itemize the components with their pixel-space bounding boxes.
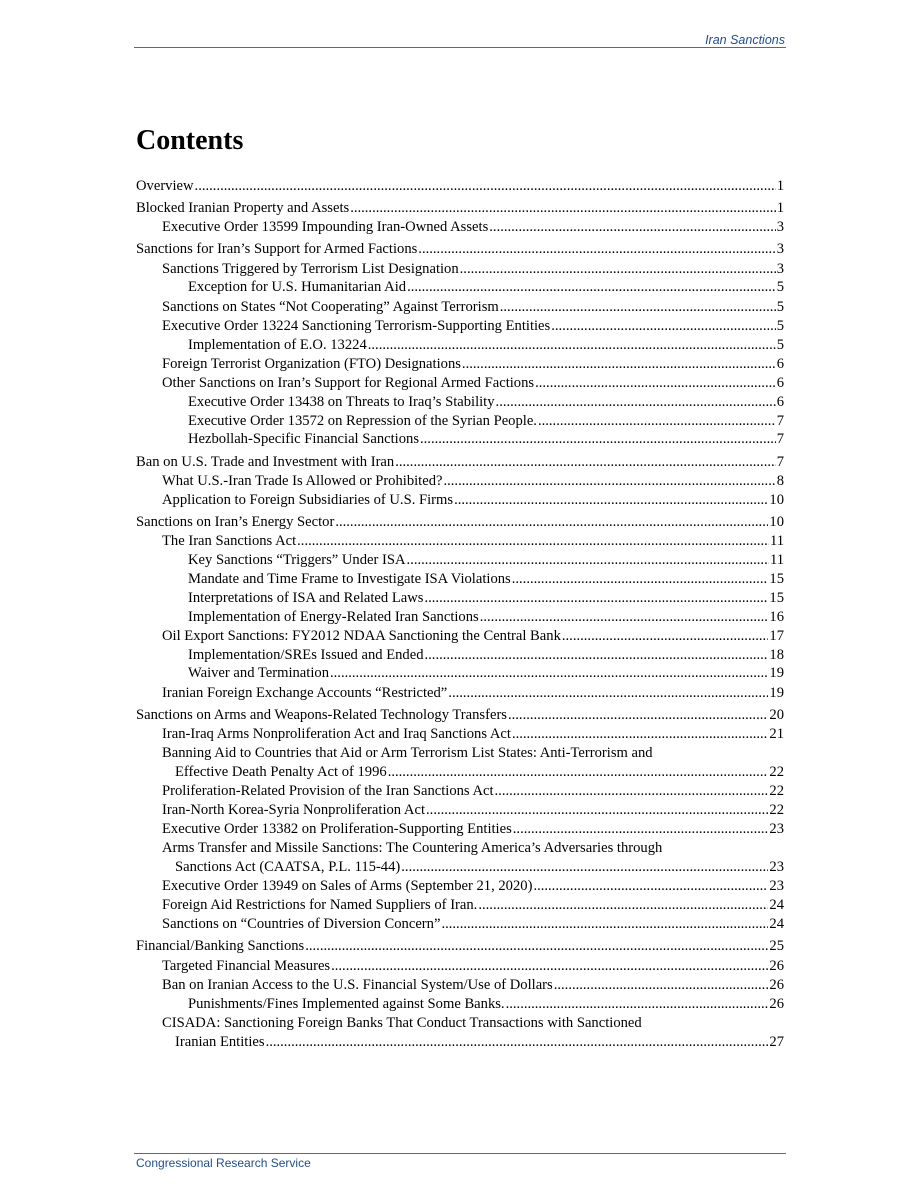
dot-leader bbox=[512, 570, 769, 589]
toc-entry[interactable] bbox=[136, 782, 784, 801]
toc-entry-page-number: 21 bbox=[769, 725, 784, 742]
toc-entry[interactable] bbox=[136, 532, 784, 551]
toc-entry[interactable] bbox=[136, 177, 784, 196]
toc-entry-title: What U.S.-Iran Trade Is Allowed or Prohibited? bbox=[162, 472, 443, 489]
toc-entry[interactable] bbox=[136, 374, 784, 393]
toc-entry-page-number: 1 bbox=[776, 178, 784, 195]
toc-entry-page-number: 15 bbox=[769, 589, 784, 606]
toc-entry-title: Sanctions on Arms and Weapons-Related Technology Transfers bbox=[136, 706, 507, 723]
dot-leader bbox=[512, 725, 768, 744]
toc-entry-title: Mandate and Time Frame to Investigate ISA Violations bbox=[188, 570, 511, 587]
toc-entry[interactable] bbox=[136, 472, 784, 491]
toc-entry-title: Waiver and Termination bbox=[188, 665, 329, 682]
toc-entry[interactable] bbox=[136, 646, 784, 665]
dot-leader bbox=[448, 684, 768, 703]
toc-entry-page-number: 7 bbox=[776, 431, 784, 448]
dot-leader bbox=[407, 551, 769, 570]
toc-entry-title: Iranian Foreign Exchange Accounts “Restricted” bbox=[162, 684, 448, 701]
dot-leader bbox=[305, 937, 768, 956]
toc-entry-page-number: 7 bbox=[776, 412, 784, 429]
toc-entry-title: Implementation/SREs Issued and Ended bbox=[188, 646, 424, 663]
toc-entry[interactable] bbox=[136, 820, 784, 839]
toc-entry-title: Implementation of E.O. 13224 bbox=[188, 336, 367, 353]
toc-entry-title-line: Arms Transfer and Missile Sanctions: The Countering America’s Adversaries through bbox=[162, 840, 663, 857]
header-rule bbox=[134, 47, 786, 48]
toc-entry-title-line: Banning Aid to Countries that Aid or Arm Terrorism List States: Anti-Terrorism and bbox=[162, 744, 653, 761]
toc-entry[interactable] bbox=[136, 355, 784, 374]
dot-leader bbox=[407, 278, 776, 297]
toc-entry-page-number: 3 bbox=[776, 241, 784, 258]
toc-entry-title: Proliferation-Related Provision of the Iran Sanctions Act bbox=[162, 782, 494, 799]
toc-entry-page-number: 22 bbox=[769, 782, 784, 799]
toc-entry-page-number: 27 bbox=[769, 1033, 784, 1050]
toc-entry-page-number: 6 bbox=[776, 355, 784, 372]
dot-leader bbox=[500, 298, 776, 317]
toc-entry-title: Foreign Terrorist Organization (FTO) Designations bbox=[162, 355, 461, 372]
toc-entry[interactable] bbox=[136, 278, 784, 297]
dot-leader bbox=[297, 532, 769, 551]
dot-leader bbox=[489, 218, 775, 237]
toc-entry-title: Sanctions on States “Not Cooperating” Against Terrorism bbox=[162, 298, 499, 315]
toc-entry[interactable] bbox=[136, 608, 784, 627]
toc-entry-page-number: 18 bbox=[769, 646, 784, 663]
toc-entry-title: Sanctions on “Countries of Diversion Concern” bbox=[162, 916, 441, 933]
toc-entry[interactable] bbox=[136, 199, 784, 218]
toc-entry-title: Executive Order 13382 on Proliferation-Supporting Entities bbox=[162, 821, 512, 838]
toc-entry[interactable] bbox=[136, 260, 784, 279]
toc-entry[interactable] bbox=[136, 551, 784, 570]
toc-entry-page-number: 24 bbox=[769, 916, 784, 933]
toc-entry-page-number: 25 bbox=[769, 938, 784, 955]
dot-leader bbox=[551, 317, 775, 336]
toc-entry-page-number: 19 bbox=[769, 665, 784, 682]
toc-entry-page-number: 26 bbox=[769, 976, 784, 993]
toc-entry-title: Other Sanctions on Iran’s Support for Regional Armed Factions bbox=[162, 374, 535, 391]
page-title: Contents bbox=[136, 125, 244, 156]
toc-entry[interactable] bbox=[136, 915, 784, 934]
toc-entry-title: Iranian Entities bbox=[175, 1033, 265, 1050]
toc-entry-page-number: 11 bbox=[769, 532, 784, 549]
toc-entry-title: Exception for U.S. Humanitarian Aid bbox=[188, 279, 407, 296]
toc-entry-title: Iran-North Korea-Syria Nonproliferation Act bbox=[162, 801, 426, 818]
toc-entry[interactable] bbox=[136, 589, 784, 608]
dot-leader bbox=[495, 782, 769, 801]
dot-leader bbox=[425, 646, 769, 665]
dot-leader bbox=[508, 706, 768, 725]
toc-entry[interactable] bbox=[136, 218, 784, 237]
toc-entry[interactable] bbox=[136, 725, 784, 744]
toc-entry-title: Oil Export Sanctions: FY2012 NDAA Sanctioning the Central Bank bbox=[162, 627, 561, 644]
dot-leader bbox=[330, 664, 768, 683]
toc-entry-page-number: 5 bbox=[776, 279, 784, 296]
toc-entry[interactable] bbox=[136, 801, 784, 820]
dot-leader bbox=[368, 336, 776, 355]
dot-leader bbox=[562, 627, 769, 646]
toc-entry[interactable] bbox=[136, 937, 784, 956]
toc-entry[interactable] bbox=[136, 240, 784, 259]
toc-entry-title: Effective Death Penalty Act of 1996 bbox=[175, 763, 387, 780]
toc-entry-page-number: 23 bbox=[769, 878, 784, 895]
toc-entry[interactable] bbox=[136, 491, 784, 510]
toc-entry-title: Sanctions Act (CAATSA, P.L. 115-44) bbox=[175, 859, 401, 876]
toc-entry[interactable] bbox=[136, 627, 784, 646]
toc-entry-title: Ban on Iranian Access to the U.S. Financial System/Use of Dollars bbox=[162, 976, 553, 993]
dot-leader bbox=[478, 896, 768, 915]
toc-entry-page-number: 3 bbox=[776, 260, 784, 277]
toc-entry-page-number: 3 bbox=[776, 219, 784, 236]
footer-rule bbox=[134, 1153, 786, 1154]
toc-entry[interactable] bbox=[136, 957, 784, 976]
toc-entry-page-number: 24 bbox=[769, 897, 784, 914]
table-of-contents bbox=[136, 174, 784, 1051]
toc-entry-title: Sanctions Triggered by Terrorism List Designation bbox=[162, 260, 459, 277]
dot-leader bbox=[513, 820, 769, 839]
toc-entry-title: Executive Order 13599 Impounding Iran-Owned Assets bbox=[162, 219, 489, 236]
toc-entry[interactable] bbox=[136, 513, 784, 532]
toc-entry[interactable] bbox=[136, 684, 784, 703]
toc-entry-page-number: 1 bbox=[776, 200, 784, 217]
toc-entry-title: Executive Order 13438 on Threats to Iraq’s Stability bbox=[188, 393, 495, 410]
toc-entry-page-number: 5 bbox=[776, 298, 784, 315]
toc-entry[interactable] bbox=[136, 298, 784, 317]
toc-entry[interactable] bbox=[136, 995, 784, 1014]
toc-entry-page-number: 26 bbox=[769, 957, 784, 974]
toc-entry-title: Interpretations of ISA and Related Laws bbox=[188, 589, 424, 606]
toc-entry[interactable] bbox=[136, 744, 784, 782]
toc-entry[interactable] bbox=[136, 839, 784, 877]
dot-leader bbox=[462, 355, 776, 374]
toc-entry[interactable] bbox=[136, 976, 784, 995]
toc-entry-title-line: CISADA: Sanctioning Foreign Banks That Conduct Transactions with Sanctioned bbox=[162, 1014, 642, 1031]
toc-entry-page-number: 8 bbox=[776, 472, 784, 489]
toc-entry-page-number: 23 bbox=[769, 859, 784, 876]
toc-entry-title: Executive Order 13224 Sanctioning Terrorism-Supporting Entities bbox=[162, 317, 551, 334]
running-footer: Congressional Research Service bbox=[136, 1156, 311, 1170]
toc-entry-title: Overview bbox=[136, 178, 194, 195]
dot-leader bbox=[454, 491, 768, 510]
dot-leader bbox=[266, 1033, 769, 1052]
dot-leader bbox=[443, 472, 775, 491]
dot-leader bbox=[426, 801, 768, 820]
dot-leader bbox=[538, 412, 776, 431]
toc-entry-page-number: 22 bbox=[769, 763, 784, 780]
toc-entry-page-number: 5 bbox=[776, 336, 784, 353]
toc-entry[interactable] bbox=[136, 393, 784, 412]
toc-entry-page-number: 26 bbox=[769, 995, 784, 1012]
toc-entry[interactable] bbox=[136, 1014, 784, 1052]
toc-entry[interactable] bbox=[136, 336, 784, 355]
toc-entry-title: Executive Order 13572 on Repression of the Syrian People. bbox=[188, 412, 537, 429]
toc-entry-title: Ban on U.S. Trade and Investment with Iran bbox=[136, 453, 395, 470]
toc-entry-page-number: 6 bbox=[776, 393, 784, 410]
toc-entry-page-number: 5 bbox=[776, 317, 784, 334]
toc-entry-page-number: 11 bbox=[769, 551, 784, 568]
toc-entry-title: Targeted Financial Measures bbox=[162, 957, 331, 974]
dot-leader bbox=[554, 976, 769, 995]
toc-entry-title: The Iran Sanctions Act bbox=[162, 532, 297, 549]
dot-leader bbox=[496, 393, 776, 412]
toc-entry[interactable] bbox=[136, 706, 784, 725]
toc-entry[interactable] bbox=[136, 412, 784, 431]
toc-entry-title: Executive Order 13949 on Sales of Arms (September 21, 2020) bbox=[162, 878, 533, 895]
toc-entry[interactable] bbox=[136, 430, 784, 449]
toc-entry-page-number: 10 bbox=[769, 513, 784, 530]
toc-entry-title: Sanctions on Iran’s Energy Sector bbox=[136, 513, 335, 530]
dot-leader bbox=[395, 453, 776, 472]
dot-leader bbox=[533, 877, 768, 896]
toc-entry-title: Financial/Banking Sanctions bbox=[136, 938, 305, 955]
dot-leader bbox=[388, 763, 769, 782]
toc-entry[interactable] bbox=[136, 570, 784, 589]
dot-leader bbox=[331, 957, 768, 976]
toc-entry-title: Sanctions for Iran’s Support for Armed Factions bbox=[136, 241, 418, 258]
dot-leader bbox=[195, 177, 776, 196]
toc-entry-page-number: 7 bbox=[776, 453, 784, 470]
toc-entry[interactable] bbox=[136, 453, 784, 472]
dot-leader bbox=[420, 430, 776, 449]
dot-leader bbox=[506, 995, 769, 1014]
toc-entry-title: Punishments/Fines Implemented against Some Banks. bbox=[188, 995, 505, 1012]
toc-entry-page-number: 15 bbox=[769, 570, 784, 587]
toc-entry-title: Iran-Iraq Arms Nonproliferation Act and Iraq Sanctions Act bbox=[162, 725, 511, 742]
toc-entry-page-number: 17 bbox=[769, 627, 784, 644]
dot-leader bbox=[401, 858, 768, 877]
toc-entry[interactable] bbox=[136, 664, 784, 683]
toc-entry-page-number: 19 bbox=[769, 684, 784, 701]
toc-entry[interactable] bbox=[136, 317, 784, 336]
toc-entry[interactable] bbox=[136, 877, 784, 896]
toc-entry[interactable] bbox=[136, 896, 784, 915]
toc-entry-title: Key Sanctions “Triggers” Under ISA bbox=[188, 551, 406, 568]
toc-entry-page-number: 20 bbox=[769, 706, 784, 723]
toc-entry-title: Foreign Aid Restrictions for Named Suppliers of Iran. bbox=[162, 897, 478, 914]
toc-entry-page-number: 10 bbox=[769, 491, 784, 508]
toc-entry-title: Implementation of Energy-Related Iran Sanctions bbox=[188, 608, 479, 625]
dot-leader bbox=[418, 240, 775, 259]
dot-leader bbox=[480, 608, 769, 627]
dot-leader bbox=[535, 374, 776, 393]
toc-entry-title: Blocked Iranian Property and Assets bbox=[136, 200, 350, 217]
dot-leader bbox=[424, 589, 768, 608]
dot-leader bbox=[335, 513, 768, 532]
running-header: Iran Sanctions bbox=[705, 33, 785, 47]
toc-entry-title: Hezbollah-Specific Financial Sanctions bbox=[188, 431, 419, 448]
dot-leader bbox=[441, 915, 768, 934]
toc-entry-page-number: 6 bbox=[776, 374, 784, 391]
toc-entry-page-number: 23 bbox=[769, 821, 784, 838]
dot-leader bbox=[460, 260, 776, 279]
dot-leader bbox=[350, 199, 776, 218]
toc-entry-page-number: 16 bbox=[769, 608, 784, 625]
toc-entry-page-number: 22 bbox=[769, 801, 784, 818]
toc-entry-title: Application to Foreign Subsidiaries of U.S. Firms bbox=[162, 491, 454, 508]
